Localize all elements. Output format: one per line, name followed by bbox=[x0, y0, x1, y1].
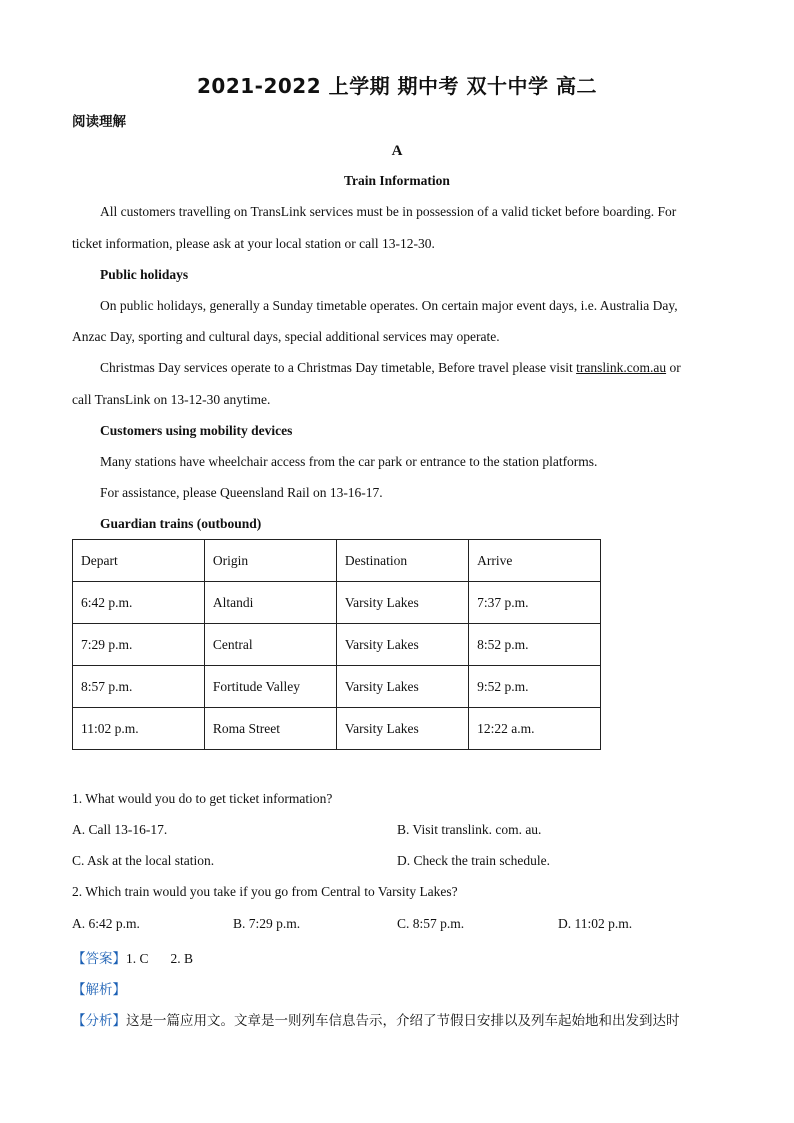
table-cell: Altandi bbox=[204, 582, 336, 624]
answer-2: 2. B bbox=[170, 951, 194, 966]
table-cell: Central bbox=[204, 624, 336, 666]
table-cell: Fortitude Valley bbox=[204, 666, 336, 708]
answer-1: 1. C bbox=[126, 951, 149, 966]
q2-option-c[interactable]: C. 8:57 p.m. bbox=[397, 916, 465, 931]
page-title: 2021-2022 上学期 期中考 双十中学 高二 bbox=[197, 74, 597, 98]
fenxi-text: 这是一篇应用文。文章是一则列车信息告示，介绍了节假日安排以及列车起始地和出发到达时 bbox=[126, 1013, 680, 1029]
section-label: 阅读理解 bbox=[72, 114, 126, 130]
table-cell: 11:02 p.m. bbox=[73, 708, 205, 750]
q2-option-b[interactable]: B. 7:29 p.m. bbox=[233, 916, 301, 931]
public-holidays-heading: Public holidays bbox=[100, 267, 189, 282]
table-cell: 7:37 p.m. bbox=[469, 582, 601, 624]
header-cell: Origin bbox=[204, 540, 336, 582]
christmas-text-end: or bbox=[666, 360, 681, 375]
analysis-line bbox=[72, 1009, 680, 1029]
passage-heading: Train Information bbox=[344, 173, 450, 188]
mobility-line-2: For assistance, please Queensland Rail on 13-16-17. bbox=[100, 485, 383, 500]
public-holidays-line-2: Anzac Day, sporting and cultural days, special additional services may operate. bbox=[72, 329, 500, 344]
table-cell: Varsity Lakes bbox=[336, 624, 468, 666]
part-letter: A bbox=[391, 143, 403, 159]
table-cell: Varsity Lakes bbox=[336, 708, 468, 750]
question-2: 2. Which train would you take if you go from Central to Varsity Lakes? bbox=[72, 884, 458, 899]
table-cell: 6:42 p.m. bbox=[73, 582, 205, 624]
analysis-label: 【解析】 bbox=[72, 982, 126, 998]
answer-line bbox=[72, 947, 193, 967]
table-header-row bbox=[73, 540, 601, 582]
guardian-heading: Guardian trains (outbound) bbox=[100, 516, 262, 531]
answer-label: 【答案】 bbox=[72, 951, 126, 967]
table-cell: Varsity Lakes bbox=[336, 666, 468, 708]
q1-option-b[interactable]: B. Visit translink. com. au. bbox=[397, 822, 542, 837]
table-cell: Varsity Lakes bbox=[336, 582, 468, 624]
header-cell: Destination bbox=[336, 540, 468, 582]
christmas-line-1 bbox=[100, 360, 681, 376]
q1-option-a[interactable]: A. Call 13-16-17. bbox=[72, 822, 168, 837]
table-row bbox=[73, 708, 601, 750]
christmas-text: Christmas Day services operate to a Christmas Day timetable, Before travel please visit bbox=[100, 360, 577, 375]
header-cell: Depart bbox=[73, 540, 205, 582]
table-cell: 12:22 a.m. bbox=[469, 708, 601, 750]
fenxi-label: 【分析】 bbox=[72, 1013, 126, 1029]
intro-line-1: All customers travelling on TransLink services must be in possession of a valid ticket before boarding. For bbox=[100, 204, 677, 219]
header-cell: Arrive bbox=[469, 540, 601, 582]
table-cell: 8:57 p.m. bbox=[73, 666, 205, 708]
table-row bbox=[73, 582, 601, 624]
table-cell: 7:29 p.m. bbox=[73, 624, 205, 666]
q2-option-d[interactable]: D. 11:02 p.m. bbox=[558, 916, 633, 931]
q1-option-c[interactable]: C. Ask at the local station. bbox=[72, 853, 215, 868]
table-cell: Roma Street bbox=[204, 708, 336, 750]
mobility-line-1: Many stations have wheelchair access from the car park or entrance to the station platforms. bbox=[100, 454, 598, 469]
intro-line-2: ticket information, please ask at your local station or call 13-12-30. bbox=[72, 236, 435, 251]
table-row bbox=[73, 624, 601, 666]
table-row bbox=[73, 666, 601, 708]
translink-link[interactable]: translink.com.au bbox=[576, 360, 667, 375]
table-cell: 9:52 p.m. bbox=[469, 666, 601, 708]
christmas-line-2: call TransLink on 13-12-30 anytime. bbox=[72, 392, 271, 407]
train-timetable bbox=[72, 539, 601, 750]
question-1: 1. What would you do to get ticket information? bbox=[72, 791, 333, 806]
mobility-heading: Customers using mobility devices bbox=[100, 423, 293, 438]
public-holidays-line-1: On public holidays, generally a Sunday timetable operates. On certain major event days, i.e. Australia Day, bbox=[100, 298, 678, 313]
q1-option-d[interactable]: D. Check the train schedule. bbox=[397, 853, 550, 868]
table-cell: 8:52 p.m. bbox=[469, 624, 601, 666]
q2-option-a[interactable]: A. 6:42 p.m. bbox=[72, 916, 140, 931]
